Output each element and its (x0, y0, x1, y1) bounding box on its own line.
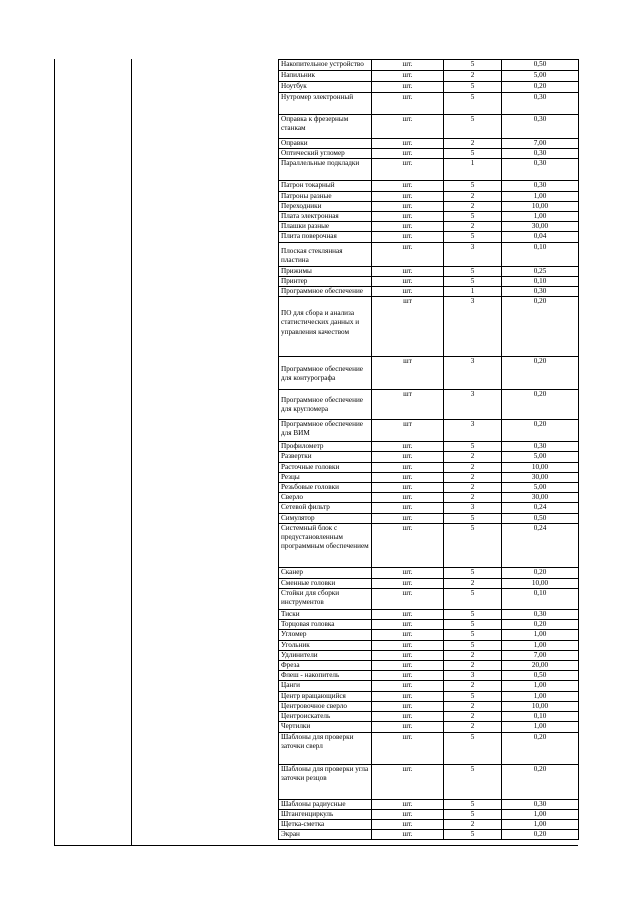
quantity-cell: 1 (444, 287, 502, 297)
item-name-cell: Системный блок с предустановленным программным обеспечением (279, 523, 372, 567)
table-row (279, 483, 579, 493)
rate-cell: 0,30 (502, 93, 579, 115)
table-row (279, 523, 579, 567)
item-name-cell: Программное обеспечение для контурографа (279, 357, 372, 390)
item-name-cell: Сменные головки (279, 578, 372, 588)
unit-cell: шт. (372, 640, 444, 650)
quantity-cell: 5 (444, 620, 502, 630)
quantity-cell: 5 (444, 589, 502, 610)
rate-cell: 1,00 (502, 691, 579, 701)
quantity-cell: 2 (444, 712, 502, 722)
unit-cell: шт. (372, 159, 444, 181)
unit-cell: шт. (372, 650, 444, 660)
unit-cell: шт. (372, 671, 444, 681)
quantity-cell: 2 (444, 191, 502, 201)
rate-cell: 0,30 (502, 610, 579, 620)
table-row (279, 567, 579, 578)
item-name-cell: Оправки (279, 139, 372, 149)
table-row (279, 242, 579, 266)
item-name-cell: Оправка к фрезерным станкам (279, 115, 372, 139)
item-name-cell: Накопительное устройство (279, 60, 372, 71)
rate-cell: 0,30 (502, 159, 579, 181)
unit-cell: шт. (372, 452, 444, 462)
column-divider-1 (131, 59, 132, 846)
unit-cell: шт. (372, 276, 444, 286)
table-row (279, 287, 579, 297)
item-name-cell: Шаблоны радиусные (279, 799, 372, 809)
table-row (279, 60, 579, 71)
item-name-cell: Цанги (279, 681, 372, 691)
item-name-cell: Плоская стеклянная пластина (279, 242, 372, 266)
quantity-cell: 3 (444, 503, 502, 513)
unit-cell: шт. (372, 661, 444, 671)
quantity-cell: 5 (444, 691, 502, 701)
quantity-cell: 2 (444, 819, 502, 829)
quantity-cell: 5 (444, 115, 502, 139)
unit-cell: шт. (372, 71, 444, 82)
rate-cell: 0,20 (502, 764, 579, 799)
table-row (279, 701, 579, 711)
item-name-cell: Нутромер электронный (279, 93, 372, 115)
table-row (279, 661, 579, 671)
rate-cell: 7,00 (502, 650, 579, 660)
table-row (279, 212, 579, 222)
unit-cell: шт. (372, 222, 444, 232)
item-name-cell: Фреза (279, 661, 372, 671)
rate-cell: 20,00 (502, 661, 579, 671)
unit-cell: шт. (372, 60, 444, 71)
item-name-cell: Флеш - накопитель (279, 671, 372, 681)
rate-cell: 0,10 (502, 242, 579, 266)
table-row (279, 799, 579, 809)
rate-cell: 5,00 (502, 71, 579, 82)
unit-cell: шт. (372, 630, 444, 640)
quantity-cell: 5 (444, 93, 502, 115)
bottom-border (54, 845, 578, 846)
table-row (279, 181, 579, 191)
quantity-cell: 5 (444, 523, 502, 567)
rate-cell: 5,00 (502, 452, 579, 462)
table-row (279, 232, 579, 242)
table-row (279, 159, 579, 181)
table-row (279, 640, 579, 650)
unit-cell: шт. (372, 442, 444, 452)
quantity-cell: 5 (444, 640, 502, 650)
quantity-cell: 3 (444, 297, 502, 357)
quantity-cell: 5 (444, 630, 502, 640)
item-name-cell: Симулятор (279, 513, 372, 523)
item-name-cell: Центроискатель (279, 712, 372, 722)
rate-cell: 0,50 (502, 60, 579, 71)
rate-cell: 1,00 (502, 212, 579, 222)
rate-cell: 0,30 (502, 287, 579, 297)
unit-cell: шт. (372, 212, 444, 222)
table-row (279, 420, 579, 442)
rate-cell: 10,00 (502, 578, 579, 588)
rate-cell: 1,00 (502, 630, 579, 640)
table-row (279, 452, 579, 462)
table-row (279, 472, 579, 482)
quantity-cell: 2 (444, 472, 502, 482)
quantity-cell: 2 (444, 701, 502, 711)
table-row (279, 712, 579, 722)
item-name-cell: Щетка-сметка (279, 819, 372, 829)
item-name-cell: Параллельные подкладки (279, 159, 372, 181)
rate-cell: 0,30 (502, 115, 579, 139)
unit-cell: шт. (372, 472, 444, 482)
quantity-cell: 3 (444, 671, 502, 681)
table-row (279, 589, 579, 610)
table-row (279, 819, 579, 829)
unit-cell: шт. (372, 523, 444, 567)
rate-cell: 0,20 (502, 567, 579, 578)
unit-cell: шт. (372, 513, 444, 523)
item-name-cell: Экран (279, 830, 372, 840)
table-row (279, 149, 579, 159)
document-frame (54, 59, 578, 846)
unit-cell: шт (372, 390, 444, 420)
rate-cell: 0,20 (502, 420, 579, 442)
item-name-cell: Расточные головки (279, 462, 372, 472)
rate-cell: 0,10 (502, 712, 579, 722)
table-row (279, 764, 579, 799)
rate-cell: 1,00 (502, 819, 579, 829)
rate-cell: 0,20 (502, 357, 579, 390)
rate-cell: 1,00 (502, 809, 579, 819)
unit-cell: шт. (372, 93, 444, 115)
rate-cell: 10,00 (502, 201, 579, 211)
quantity-cell: 1 (444, 159, 502, 181)
item-name-cell: Угольник (279, 640, 372, 650)
unit-cell: шт. (372, 493, 444, 503)
table-row (279, 276, 579, 286)
table-row (279, 266, 579, 276)
quantity-cell: 5 (444, 266, 502, 276)
table-row (279, 513, 579, 523)
rate-cell: 0,20 (502, 297, 579, 357)
table-row (279, 809, 579, 819)
unit-cell: шт. (372, 567, 444, 578)
quantity-cell: 5 (444, 799, 502, 809)
item-name-cell: Развертки (279, 452, 372, 462)
table-row (279, 650, 579, 660)
item-name-cell: Центровочное сверло (279, 701, 372, 711)
item-name-cell: Сверло (279, 493, 372, 503)
item-name-cell: Удлинители (279, 650, 372, 660)
unit-cell: шт (372, 420, 444, 442)
item-name-cell: Патроны разные (279, 191, 372, 201)
item-name-cell: Патрон токарный (279, 181, 372, 191)
item-name-cell: Оптический угломер (279, 149, 372, 159)
quantity-cell: 2 (444, 681, 502, 691)
item-name-cell: Штангенциркуль (279, 809, 372, 819)
item-name-cell: Резцы (279, 472, 372, 482)
quantity-cell: 2 (444, 483, 502, 493)
rate-cell: 1,00 (502, 722, 579, 732)
quantity-cell: 2 (444, 462, 502, 472)
quantity-cell: 5 (444, 149, 502, 159)
item-name-cell: Прижимы (279, 266, 372, 276)
table-row (279, 462, 579, 472)
table-row (279, 71, 579, 82)
item-name-cell: Резьбовые головки (279, 483, 372, 493)
item-name-cell: Чертилки (279, 722, 372, 732)
quantity-cell: 5 (444, 276, 502, 286)
unit-cell: шт. (372, 149, 444, 159)
unit-cell: шт. (372, 232, 444, 242)
quantity-cell: 2 (444, 578, 502, 588)
table-row (279, 830, 579, 840)
quantity-cell: 5 (444, 212, 502, 222)
item-name-cell: Программное обеспечение для ВИМ (279, 420, 372, 442)
quantity-cell: 5 (444, 513, 502, 523)
quantity-cell: 5 (444, 732, 502, 764)
table-row (279, 222, 579, 232)
quantity-cell: 3 (444, 357, 502, 390)
rate-cell: 10,00 (502, 462, 579, 472)
unit-cell: шт. (372, 266, 444, 276)
quantity-cell: 5 (444, 809, 502, 819)
unit-cell: шт. (372, 287, 444, 297)
table-row (279, 732, 579, 764)
item-name-cell: Плашки разные (279, 222, 372, 232)
rate-cell: 7,00 (502, 139, 579, 149)
quantity-cell: 2 (444, 452, 502, 462)
quantity-cell: 3 (444, 390, 502, 420)
rate-cell: 0,30 (502, 149, 579, 159)
unit-cell: шт. (372, 620, 444, 630)
table-row (279, 671, 579, 681)
table-row (279, 139, 579, 149)
unit-cell: шт. (372, 681, 444, 691)
rate-cell: 1,00 (502, 191, 579, 201)
unit-cell: шт. (372, 139, 444, 149)
item-name-cell: Угломер (279, 630, 372, 640)
unit-cell: шт. (372, 483, 444, 493)
unit-cell: шт. (372, 589, 444, 610)
item-name-cell: ПО для сбора и анализа статистических данных и управления качеством (279, 297, 372, 357)
table-row (279, 201, 579, 211)
table-row (279, 722, 579, 732)
item-name-cell: Плита поверочная (279, 232, 372, 242)
rate-cell: 10,00 (502, 701, 579, 711)
rate-cell: 0,50 (502, 513, 579, 523)
table-row (279, 93, 579, 115)
rate-cell: 0,24 (502, 503, 579, 513)
item-name-cell: Программное обеспечение (279, 287, 372, 297)
unit-cell: шт. (372, 82, 444, 93)
quantity-cell: 2 (444, 71, 502, 82)
quantity-cell: 2 (444, 222, 502, 232)
table-row (279, 630, 579, 640)
item-name-cell: Тиски (279, 610, 372, 620)
table-row (279, 493, 579, 503)
rate-cell: 0,20 (502, 830, 579, 840)
unit-cell: шт. (372, 201, 444, 211)
quantity-cell: 5 (444, 232, 502, 242)
rate-cell: 0,20 (502, 732, 579, 764)
quantity-cell: 3 (444, 420, 502, 442)
item-name-cell: Программное обеспечение для кругломера (279, 390, 372, 420)
quantity-cell: 2 (444, 650, 502, 660)
quantity-cell: 5 (444, 82, 502, 93)
rate-cell: 0,24 (502, 523, 579, 567)
unit-cell: шт (372, 357, 444, 390)
item-name-cell: Профилометр (279, 442, 372, 452)
quantity-cell: 3 (444, 242, 502, 266)
item-name-cell: Сканер (279, 567, 372, 578)
unit-cell: шт. (372, 819, 444, 829)
rate-cell: 0,20 (502, 390, 579, 420)
rate-cell: 0,20 (502, 82, 579, 93)
unit-cell: шт. (372, 462, 444, 472)
table-row (279, 297, 579, 357)
item-name-cell: Напильник (279, 71, 372, 82)
rate-cell: 1,00 (502, 640, 579, 650)
quantity-cell: 5 (444, 567, 502, 578)
unit-cell: шт. (372, 115, 444, 139)
unit-cell: шт. (372, 712, 444, 722)
table-row (279, 390, 579, 420)
table-row (279, 578, 579, 588)
rate-cell: 1,00 (502, 681, 579, 691)
rate-cell: 0,04 (502, 232, 579, 242)
table-row (279, 191, 579, 201)
item-name-cell: Переходники (279, 201, 372, 211)
unit-cell: шт. (372, 764, 444, 799)
rate-cell: 30,00 (502, 493, 579, 503)
item-name-cell: Стойки для сборки инструментов (279, 589, 372, 610)
quantity-cell: 5 (444, 181, 502, 191)
rate-cell: 0,30 (502, 799, 579, 809)
quantity-cell: 5 (444, 60, 502, 71)
rate-cell: 0,20 (502, 620, 579, 630)
item-name-cell: Ноутбук (279, 82, 372, 93)
unit-cell: шт. (372, 691, 444, 701)
unit-cell: шт. (372, 830, 444, 840)
unit-cell: шт. (372, 799, 444, 809)
unit-cell: шт. (372, 578, 444, 588)
table-row (279, 691, 579, 701)
quantity-cell: 5 (444, 442, 502, 452)
quantity-cell: 5 (444, 764, 502, 799)
unit-cell: шт. (372, 732, 444, 764)
rate-cell: 0,30 (502, 442, 579, 452)
table-row (279, 357, 579, 390)
item-name-cell: Торцовая головка (279, 620, 372, 630)
unit-cell: шт. (372, 809, 444, 819)
quantity-cell: 2 (444, 661, 502, 671)
table-row (279, 610, 579, 620)
rate-cell: 0,50 (502, 671, 579, 681)
left-border (54, 59, 55, 846)
rate-cell: 0,25 (502, 266, 579, 276)
rate-cell: 5,00 (502, 483, 579, 493)
quantity-cell: 2 (444, 722, 502, 732)
unit-cell: шт. (372, 242, 444, 266)
item-name-cell: Плата электронная (279, 212, 372, 222)
unit-cell: шт. (372, 181, 444, 191)
item-name-cell: Шаблоны для проверки угла заточки резцов (279, 764, 372, 799)
quantity-cell: 2 (444, 139, 502, 149)
unit-cell: шт. (372, 610, 444, 620)
quantity-cell: 2 (444, 201, 502, 211)
unit-cell: шт. (372, 701, 444, 711)
item-name-cell: Шаблоны для проверки заточки сверл (279, 732, 372, 764)
table-row (279, 681, 579, 691)
unit-cell: шт (372, 297, 444, 357)
table-row (279, 503, 579, 513)
table-row (279, 115, 579, 139)
quantity-cell: 2 (444, 493, 502, 503)
quantity-cell: 5 (444, 830, 502, 840)
rate-cell: 0,10 (502, 589, 579, 610)
item-name-cell: Центр вращающийся (279, 691, 372, 701)
rate-cell: 30,00 (502, 222, 579, 232)
table-row (279, 82, 579, 93)
rate-cell: 0,10 (502, 276, 579, 286)
rate-cell: 30,00 (502, 472, 579, 482)
quantity-cell: 5 (444, 610, 502, 620)
table-row (279, 442, 579, 452)
unit-cell: шт. (372, 503, 444, 513)
rate-cell: 0,30 (502, 181, 579, 191)
unit-cell: шт. (372, 722, 444, 732)
equipment-table-body (279, 60, 579, 840)
item-name-cell: Принтер (279, 276, 372, 286)
unit-cell: шт. (372, 191, 444, 201)
equipment-table (278, 59, 579, 840)
table-row (279, 620, 579, 630)
item-name-cell: Сетевой фильтр (279, 503, 372, 513)
